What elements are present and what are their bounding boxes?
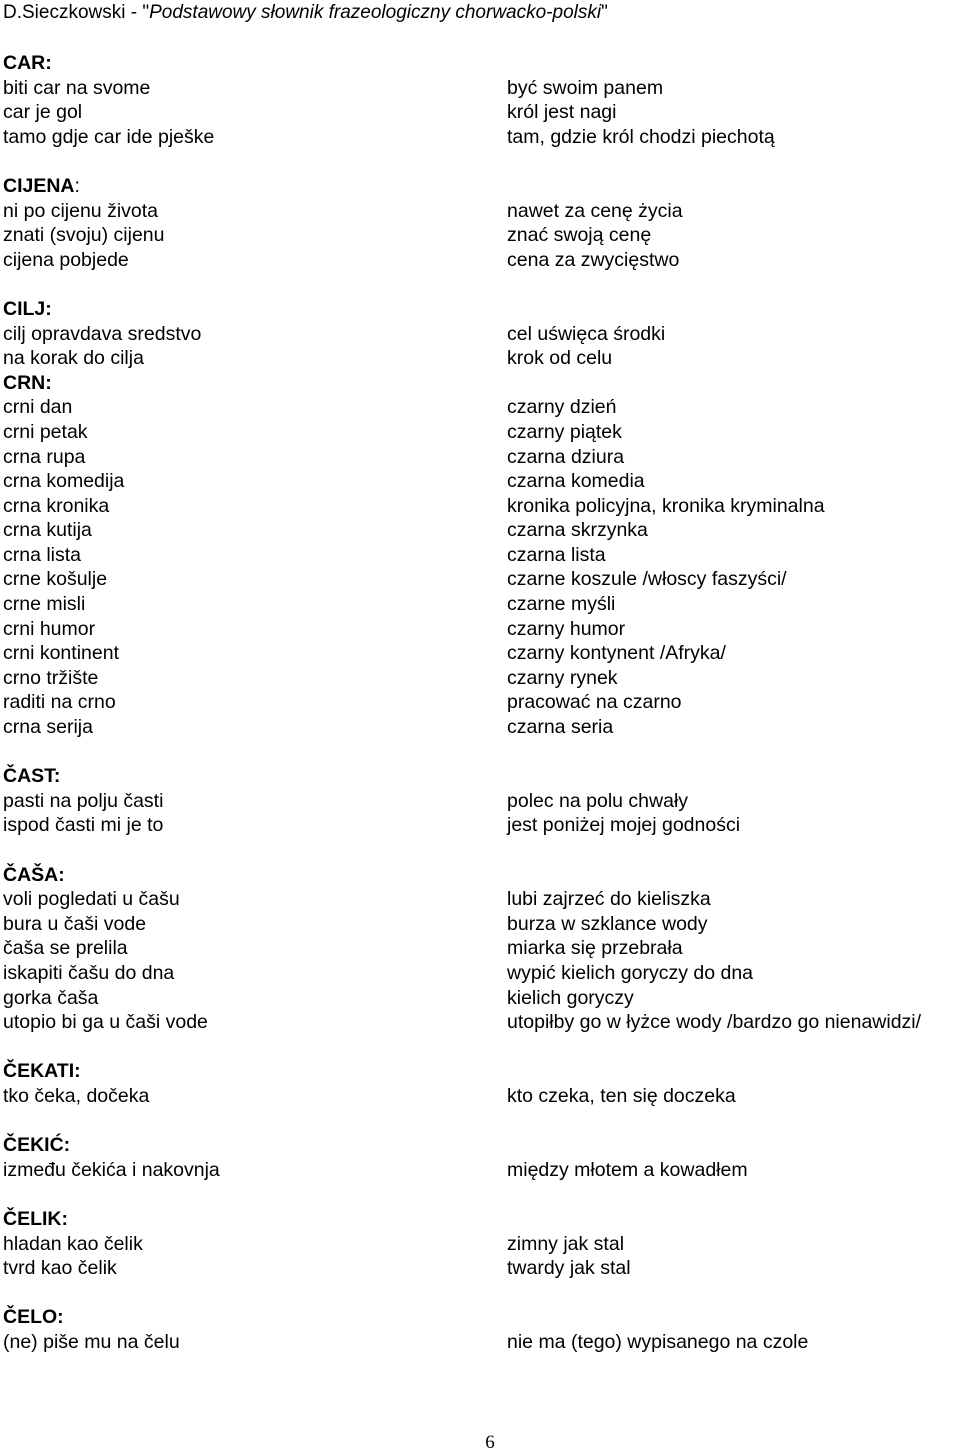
phrase-row xyxy=(0,322,960,347)
phrase-row xyxy=(0,445,960,470)
croatian-phrase: tamo gdje car ide pješke xyxy=(3,125,215,148)
polish-translation: kto czeka, ten się doczeka xyxy=(507,1084,736,1107)
phrase-row xyxy=(0,1158,960,1183)
croatian-phrase: crna komedija xyxy=(3,470,125,493)
polish-translation: czarna seria xyxy=(507,716,614,739)
phrase-row xyxy=(0,1232,960,1257)
polish-translation: utopiłby go w łyżce wody /bardzo go nienawidzi/ xyxy=(507,1011,922,1034)
entry-group-cijena xyxy=(0,174,960,272)
phrase-row xyxy=(0,100,960,125)
entry-group-cast xyxy=(0,764,960,838)
headword: ČEKATI: xyxy=(3,1060,81,1083)
phrase-row xyxy=(0,887,960,912)
polish-translation: krok od celu xyxy=(507,347,613,370)
croatian-phrase: tko čeka, dočeka xyxy=(3,1084,150,1107)
croatian-phrase: hladan kao čelik xyxy=(3,1232,143,1255)
polish-translation: zimny jak stal xyxy=(507,1232,625,1255)
dictionary-content xyxy=(0,51,960,1354)
polish-translation: miarka się przebrała xyxy=(507,937,683,960)
headword: CRN: xyxy=(3,371,52,394)
polish-translation: cena za zwycięstwo xyxy=(507,248,680,271)
headword-colon: : xyxy=(74,174,80,197)
phrase-row xyxy=(0,789,960,814)
croatian-phrase: utopio bi ga u čaši vode xyxy=(3,1011,208,1034)
phrase-row xyxy=(0,543,960,568)
headword: ČAST: xyxy=(3,765,61,788)
croatian-phrase: biti car na svome xyxy=(3,76,151,99)
croatian-phrase: pasti na polju časti xyxy=(3,789,164,812)
polish-translation: król jest nagi xyxy=(507,101,617,124)
polish-translation: między młotem a kowadłem xyxy=(507,1158,748,1181)
polish-translation: czarny piątek xyxy=(507,420,622,443)
croatian-phrase: tvrd kao čelik xyxy=(3,1257,117,1280)
polish-translation: znać swoją cenę xyxy=(507,224,652,247)
entry-group-celo xyxy=(0,1305,960,1354)
croatian-phrase: ispod časti mi je to xyxy=(3,814,164,837)
entry-group-cekic xyxy=(0,1133,960,1182)
croatian-phrase: ni po cijenu života xyxy=(3,199,159,222)
phrase-row xyxy=(0,199,960,224)
headword-bold: CIJENA xyxy=(3,174,75,197)
polish-translation: nie ma (tego) wypisanego na czole xyxy=(507,1330,809,1353)
polish-translation: pracować na czarno xyxy=(507,691,682,714)
polish-translation: czarna komedia xyxy=(507,470,645,493)
phrase-row xyxy=(0,617,960,642)
polish-translation: czarny kontynent /Afryka/ xyxy=(507,642,726,665)
phrase-row xyxy=(0,1330,960,1355)
croatian-phrase: crne misli xyxy=(3,593,86,616)
croatian-phrase: crno tržište xyxy=(3,666,99,689)
phrase-row xyxy=(0,715,960,740)
phrase-row xyxy=(0,1010,960,1035)
croatian-phrase: raditi na crno xyxy=(3,691,116,714)
phrase-row xyxy=(0,125,960,150)
phrase-row xyxy=(0,912,960,937)
phrase-row xyxy=(0,1256,960,1281)
entry-group-cekati xyxy=(0,1059,960,1108)
polish-translation: czarne myśli xyxy=(507,593,616,616)
polish-translation: czarny dzień xyxy=(507,396,617,419)
croatian-phrase: crna rupa xyxy=(3,445,86,468)
phrase-row xyxy=(0,961,960,986)
croatian-phrase: gorka čaša xyxy=(3,986,99,1009)
croatian-phrase: crne košulje xyxy=(3,568,108,591)
phrase-row xyxy=(0,76,960,101)
entry-group-celik xyxy=(0,1207,960,1281)
polish-translation: czarna lista xyxy=(507,543,606,566)
polish-translation: cel uświęca środki xyxy=(507,322,666,345)
polish-translation: nawet za cenę życia xyxy=(507,199,683,222)
croatian-phrase: (ne) piše mu na čelu xyxy=(3,1330,180,1353)
polish-translation: czarny rynek xyxy=(507,666,618,689)
croatian-phrase: znati (svoju) cijenu xyxy=(3,224,165,247)
entry-group-crn xyxy=(0,371,960,740)
polish-translation: tam, gdzie król chodzi piechotą xyxy=(507,125,775,148)
header-suffix: " xyxy=(601,2,608,23)
croatian-phrase: crna serija xyxy=(3,716,93,739)
phrase-row xyxy=(0,666,960,691)
entry-group-car xyxy=(0,51,960,149)
croatian-phrase: crna lista xyxy=(3,543,82,566)
phrase-row xyxy=(0,936,960,961)
croatian-phrase: između čekića i nakovnja xyxy=(3,1158,220,1181)
polish-translation: czarne koszule /włoscy faszyści/ xyxy=(507,568,787,591)
header-title: Podstawowy słownik frazeologiczny chorwacko-polski xyxy=(149,2,602,23)
headword: CAR: xyxy=(3,52,52,74)
phrase-row xyxy=(0,641,960,666)
croatian-phrase: car je gol xyxy=(3,101,83,124)
polish-translation: jest poniżej mojej godności xyxy=(507,814,741,837)
polish-translation: burza w szklance wody xyxy=(507,912,708,935)
phrase-row xyxy=(0,592,960,617)
phrase-row xyxy=(0,346,960,371)
page-number: 6 xyxy=(485,1432,495,1453)
polish-translation: wypić kielich goryczy do dna xyxy=(507,961,754,984)
phrase-row xyxy=(0,494,960,519)
phrase-row xyxy=(0,248,960,273)
headword: ČELIK: xyxy=(3,1207,68,1230)
croatian-phrase: čaša se prelila xyxy=(3,937,128,960)
headword xyxy=(0,174,960,199)
phrase-row xyxy=(0,567,960,592)
headword: ČELO: xyxy=(3,1306,64,1329)
polish-translation: lubi zajrzeć do kieliszka xyxy=(507,888,711,911)
croatian-phrase: crna kutija xyxy=(3,519,92,542)
croatian-phrase: crni kontinent xyxy=(3,642,119,665)
phrase-row xyxy=(0,395,960,420)
header-prefix: D.Sieczkowski - " xyxy=(3,2,150,23)
entry-group-casa xyxy=(0,863,960,1035)
phrase-row xyxy=(0,518,960,543)
croatian-phrase: voli pogledati u čašu xyxy=(3,888,180,911)
croatian-phrase: bura u čaši vode xyxy=(3,912,147,935)
croatian-phrase: cilj opravdava sredstvo xyxy=(3,322,202,345)
phrase-row xyxy=(0,690,960,715)
polish-translation: twardy jak stal xyxy=(507,1257,631,1280)
croatian-phrase: crni petak xyxy=(3,420,88,443)
croatian-phrase: cijena pobjede xyxy=(3,248,129,271)
phrase-row xyxy=(0,420,960,445)
phrase-row xyxy=(0,1084,960,1109)
headword: ČAŠA: xyxy=(3,863,65,886)
headword: ČEKIĆ: xyxy=(3,1134,71,1157)
polish-translation: czarna skrzynka xyxy=(507,519,648,542)
polish-translation: kronika policyjna, kronika kryminalna xyxy=(507,494,825,517)
polish-translation: polec na polu chwały xyxy=(507,789,689,812)
polish-translation: czarna dziura xyxy=(507,445,625,468)
croatian-phrase: na korak do cilja xyxy=(3,347,144,370)
croatian-phrase: crni dan xyxy=(3,396,73,419)
croatian-phrase: iskapiti čašu do dna xyxy=(3,961,175,984)
page-header xyxy=(3,2,608,24)
headword: CILJ: xyxy=(3,297,52,320)
croatian-phrase: crna kronika xyxy=(3,494,110,517)
phrase-row xyxy=(0,813,960,838)
entry-group-cilj xyxy=(0,297,960,371)
polish-translation: być swoim panem xyxy=(507,76,664,99)
croatian-phrase: crni humor xyxy=(3,617,96,640)
phrase-row xyxy=(0,223,960,248)
phrase-row xyxy=(0,469,960,494)
phrase-row xyxy=(0,986,960,1011)
polish-translation: czarny humor xyxy=(507,617,626,640)
polish-translation: kielich goryczy xyxy=(507,986,634,1009)
